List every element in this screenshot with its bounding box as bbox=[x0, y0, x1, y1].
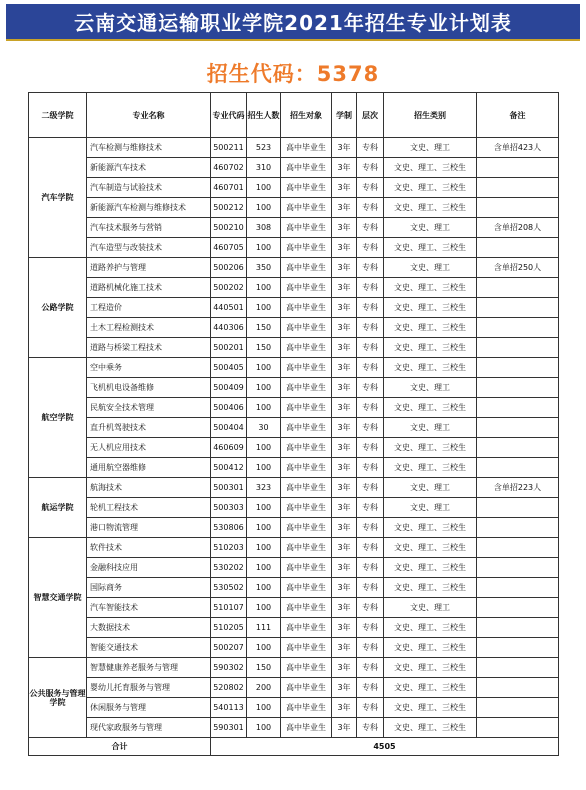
header-target: 招生对象 bbox=[281, 93, 332, 138]
quota: 100 bbox=[247, 378, 281, 398]
major-name: 汽车智能技术 bbox=[87, 598, 211, 618]
major-code: 500303 bbox=[211, 498, 247, 518]
major-name: 轮机工程技术 bbox=[87, 498, 211, 518]
level: 专科 bbox=[357, 138, 384, 158]
target: 高中毕业生 bbox=[281, 138, 332, 158]
duration: 3年 bbox=[332, 178, 357, 198]
total-row bbox=[29, 738, 559, 756]
category: 文史、理工、三校生 bbox=[384, 678, 477, 698]
level: 专科 bbox=[357, 158, 384, 178]
quota: 100 bbox=[247, 718, 281, 738]
target: 高中毕业生 bbox=[281, 318, 332, 338]
level: 专科 bbox=[357, 398, 384, 418]
college-name: 公共服务与管理学院 bbox=[29, 658, 87, 738]
table-row bbox=[29, 578, 559, 598]
quota: 111 bbox=[247, 618, 281, 638]
target: 高中毕业生 bbox=[281, 418, 332, 438]
major-code: 500206 bbox=[211, 258, 247, 278]
remark bbox=[477, 698, 559, 718]
major-code: 530202 bbox=[211, 558, 247, 578]
major-code: 590301 bbox=[211, 718, 247, 738]
category: 文史、理工、三校生 bbox=[384, 318, 477, 338]
major-name: 港口物流管理 bbox=[87, 518, 211, 538]
remark bbox=[477, 498, 559, 518]
remark bbox=[477, 598, 559, 618]
table-body bbox=[29, 138, 559, 738]
target: 高中毕业生 bbox=[281, 178, 332, 198]
major-code: 520802 bbox=[211, 678, 247, 698]
category: 文史、理工、三校生 bbox=[384, 698, 477, 718]
table-row bbox=[29, 438, 559, 458]
table-row bbox=[29, 518, 559, 538]
target: 高中毕业生 bbox=[281, 338, 332, 358]
table-row bbox=[29, 138, 559, 158]
major-name: 现代家政服务与管理 bbox=[87, 718, 211, 738]
target: 高中毕业生 bbox=[281, 558, 332, 578]
level: 专科 bbox=[357, 558, 384, 578]
target: 高中毕业生 bbox=[281, 258, 332, 278]
level: 专科 bbox=[357, 298, 384, 318]
duration: 3年 bbox=[332, 718, 357, 738]
level: 专科 bbox=[357, 618, 384, 638]
major-name: 汽车制造与试验技术 bbox=[87, 178, 211, 198]
quota: 100 bbox=[247, 538, 281, 558]
remark bbox=[477, 618, 559, 638]
quota: 100 bbox=[247, 298, 281, 318]
category: 文史、理工、三校生 bbox=[384, 518, 477, 538]
header-row bbox=[29, 93, 559, 138]
major-name: 国际商务 bbox=[87, 578, 211, 598]
quota: 323 bbox=[247, 478, 281, 498]
category: 文史、理工 bbox=[384, 418, 477, 438]
major-code: 460701 bbox=[211, 178, 247, 198]
major-code: 460609 bbox=[211, 438, 247, 458]
category: 文史、理工、三校生 bbox=[384, 238, 477, 258]
quota: 100 bbox=[247, 698, 281, 718]
duration: 3年 bbox=[332, 538, 357, 558]
table-row bbox=[29, 238, 559, 258]
major-name: 休闲服务与管理 bbox=[87, 698, 211, 718]
target: 高中毕业生 bbox=[281, 278, 332, 298]
quota: 100 bbox=[247, 558, 281, 578]
header-major: 专业名称 bbox=[87, 93, 211, 138]
total-value: 4505 bbox=[211, 738, 559, 756]
major-code: 500405 bbox=[211, 358, 247, 378]
quota: 100 bbox=[247, 518, 281, 538]
category: 文史、理工、三校生 bbox=[384, 618, 477, 638]
major-name: 通用航空器维修 bbox=[87, 458, 211, 478]
duration: 3年 bbox=[332, 238, 357, 258]
remark bbox=[477, 358, 559, 378]
major-code: 500212 bbox=[211, 198, 247, 218]
major-name: 智慧健康养老服务与管理 bbox=[87, 658, 211, 678]
duration: 3年 bbox=[332, 678, 357, 698]
category: 文史、理工、三校生 bbox=[384, 438, 477, 458]
target: 高中毕业生 bbox=[281, 638, 332, 658]
major-code: 460705 bbox=[211, 238, 247, 258]
category: 文史、理工、三校生 bbox=[384, 198, 477, 218]
category: 文史、理工、三校生 bbox=[384, 558, 477, 578]
duration: 3年 bbox=[332, 638, 357, 658]
major-name: 汽车检测与维修技术 bbox=[87, 138, 211, 158]
enroll-code: 招生代码：5378 bbox=[206, 62, 380, 86]
duration: 3年 bbox=[332, 258, 357, 278]
table-row bbox=[29, 258, 559, 278]
major-code: 590302 bbox=[211, 658, 247, 678]
remark bbox=[477, 518, 559, 538]
major-name: 新能源汽车检测与维修技术 bbox=[87, 198, 211, 218]
duration: 3年 bbox=[332, 278, 357, 298]
table-row bbox=[29, 538, 559, 558]
level: 专科 bbox=[357, 278, 384, 298]
table-row bbox=[29, 298, 559, 318]
remark: 含单招208人 bbox=[477, 218, 559, 238]
quota: 150 bbox=[247, 338, 281, 358]
major-name: 飞机机电设备维修 bbox=[87, 378, 211, 398]
level: 专科 bbox=[357, 538, 384, 558]
target: 高中毕业生 bbox=[281, 398, 332, 418]
table-row bbox=[29, 638, 559, 658]
duration: 3年 bbox=[332, 458, 357, 478]
remark bbox=[477, 178, 559, 198]
level: 专科 bbox=[357, 258, 384, 278]
duration: 3年 bbox=[332, 438, 357, 458]
level: 专科 bbox=[357, 378, 384, 398]
major-code: 500409 bbox=[211, 378, 247, 398]
major-code: 530806 bbox=[211, 518, 247, 538]
target: 高中毕业生 bbox=[281, 438, 332, 458]
major-code: 500202 bbox=[211, 278, 247, 298]
major-code: 440306 bbox=[211, 318, 247, 338]
level: 专科 bbox=[357, 678, 384, 698]
level: 专科 bbox=[357, 718, 384, 738]
major-name: 工程造价 bbox=[87, 298, 211, 318]
table-row bbox=[29, 498, 559, 518]
category: 文史、理工、三校生 bbox=[384, 338, 477, 358]
major-name: 金融科技应用 bbox=[87, 558, 211, 578]
remark bbox=[477, 378, 559, 398]
level: 专科 bbox=[357, 358, 384, 378]
table-row bbox=[29, 718, 559, 738]
target: 高中毕业生 bbox=[281, 198, 332, 218]
major-code: 540113 bbox=[211, 698, 247, 718]
table-row bbox=[29, 338, 559, 358]
target: 高中毕业生 bbox=[281, 578, 332, 598]
table-row bbox=[29, 278, 559, 298]
remark bbox=[477, 238, 559, 258]
target: 高中毕业生 bbox=[281, 698, 332, 718]
level: 专科 bbox=[357, 698, 384, 718]
quota: 100 bbox=[247, 598, 281, 618]
major-code: 530502 bbox=[211, 578, 247, 598]
quota: 523 bbox=[247, 138, 281, 158]
major-name: 智能交通技术 bbox=[87, 638, 211, 658]
category: 文史、理工、三校生 bbox=[384, 578, 477, 598]
college-name: 航空学院 bbox=[29, 358, 87, 478]
level: 专科 bbox=[357, 338, 384, 358]
remark bbox=[477, 318, 559, 338]
table-row bbox=[29, 378, 559, 398]
duration: 3年 bbox=[332, 358, 357, 378]
major-code: 500207 bbox=[211, 638, 247, 658]
quota: 100 bbox=[247, 438, 281, 458]
major-name: 无人机应用技术 bbox=[87, 438, 211, 458]
duration: 3年 bbox=[332, 338, 357, 358]
duration: 3年 bbox=[332, 618, 357, 638]
remark bbox=[477, 418, 559, 438]
table-row bbox=[29, 218, 559, 238]
header-category: 招生类别 bbox=[384, 93, 477, 138]
major-name: 道路机械化施工技术 bbox=[87, 278, 211, 298]
major-code: 500406 bbox=[211, 398, 247, 418]
major-code: 500404 bbox=[211, 418, 247, 438]
duration: 3年 bbox=[332, 418, 357, 438]
remark: 含单招423人 bbox=[477, 138, 559, 158]
duration: 3年 bbox=[332, 558, 357, 578]
duration: 3年 bbox=[332, 318, 357, 338]
level: 专科 bbox=[357, 638, 384, 658]
remark bbox=[477, 658, 559, 678]
duration: 3年 bbox=[332, 498, 357, 518]
major-name: 汽车技术服务与营销 bbox=[87, 218, 211, 238]
level: 专科 bbox=[357, 238, 384, 258]
remark bbox=[477, 338, 559, 358]
quota: 30 bbox=[247, 418, 281, 438]
category: 文史、理工、三校生 bbox=[384, 298, 477, 318]
quota: 100 bbox=[247, 498, 281, 518]
duration: 3年 bbox=[332, 658, 357, 678]
level: 专科 bbox=[357, 458, 384, 478]
category: 文史、理工、三校生 bbox=[384, 458, 477, 478]
target: 高中毕业生 bbox=[281, 658, 332, 678]
remark bbox=[477, 198, 559, 218]
target: 高中毕业生 bbox=[281, 218, 332, 238]
quota: 100 bbox=[247, 638, 281, 658]
quota: 100 bbox=[247, 278, 281, 298]
table-row bbox=[29, 678, 559, 698]
quota: 200 bbox=[247, 678, 281, 698]
level: 专科 bbox=[357, 658, 384, 678]
category: 文史、理工、三校生 bbox=[384, 398, 477, 418]
remark bbox=[477, 278, 559, 298]
college-name: 公路学院 bbox=[29, 258, 87, 358]
enrollment-table bbox=[28, 92, 559, 756]
major-name: 汽车造型与改装技术 bbox=[87, 238, 211, 258]
quota: 100 bbox=[247, 178, 281, 198]
major-code: 510205 bbox=[211, 618, 247, 638]
remark bbox=[477, 558, 559, 578]
quota: 100 bbox=[247, 398, 281, 418]
college-name: 智慧交通学院 bbox=[29, 538, 87, 658]
level: 专科 bbox=[357, 518, 384, 538]
header-quota: 招生人数 bbox=[247, 93, 281, 138]
table-row bbox=[29, 558, 559, 578]
major-name: 软件技术 bbox=[87, 538, 211, 558]
major-code: 510203 bbox=[211, 538, 247, 558]
category: 文史、理工 bbox=[384, 378, 477, 398]
level: 专科 bbox=[357, 598, 384, 618]
duration: 3年 bbox=[332, 518, 357, 538]
table-row bbox=[29, 618, 559, 638]
major-name: 土木工程检测技术 bbox=[87, 318, 211, 338]
major-code: 500201 bbox=[211, 338, 247, 358]
major-code: 510107 bbox=[211, 598, 247, 618]
quota: 100 bbox=[247, 358, 281, 378]
remark bbox=[477, 638, 559, 658]
header-duration: 学制 bbox=[332, 93, 357, 138]
college-name: 汽车学院 bbox=[29, 138, 87, 258]
table-row bbox=[29, 318, 559, 338]
remark bbox=[477, 678, 559, 698]
page-title: 云南交通运输职业学院2021年招生专业计划表 bbox=[74, 11, 512, 35]
target: 高中毕业生 bbox=[281, 498, 332, 518]
category: 文史、理工、三校生 bbox=[384, 178, 477, 198]
major-name: 大数据技术 bbox=[87, 618, 211, 638]
major-name: 道路与桥梁工程技术 bbox=[87, 338, 211, 358]
major-code: 500301 bbox=[211, 478, 247, 498]
major-code: 500211 bbox=[211, 138, 247, 158]
table-row bbox=[29, 178, 559, 198]
level: 专科 bbox=[357, 478, 384, 498]
major-name: 婴幼儿托育服务与管理 bbox=[87, 678, 211, 698]
remark bbox=[477, 578, 559, 598]
level: 专科 bbox=[357, 218, 384, 238]
target: 高中毕业生 bbox=[281, 678, 332, 698]
level: 专科 bbox=[357, 318, 384, 338]
quota: 310 bbox=[247, 158, 281, 178]
header-level: 层次 bbox=[357, 93, 384, 138]
duration: 3年 bbox=[332, 198, 357, 218]
level: 专科 bbox=[357, 498, 384, 518]
target: 高中毕业生 bbox=[281, 538, 332, 558]
quota: 350 bbox=[247, 258, 281, 278]
table-row bbox=[29, 158, 559, 178]
major-code: 440501 bbox=[211, 298, 247, 318]
header-remark: 备注 bbox=[477, 93, 559, 138]
category: 文史、理工 bbox=[384, 138, 477, 158]
duration: 3年 bbox=[332, 298, 357, 318]
category: 文史、理工 bbox=[384, 498, 477, 518]
major-name: 道路养护与管理 bbox=[87, 258, 211, 278]
table-row bbox=[29, 658, 559, 678]
category: 文史、理工、三校生 bbox=[384, 278, 477, 298]
header-code: 专业代码 bbox=[211, 93, 247, 138]
major-code: 500210 bbox=[211, 218, 247, 238]
target: 高中毕业生 bbox=[281, 598, 332, 618]
duration: 3年 bbox=[332, 698, 357, 718]
level: 专科 bbox=[357, 178, 384, 198]
major-name: 航海技术 bbox=[87, 478, 211, 498]
major-name: 民航安全技术管理 bbox=[87, 398, 211, 418]
duration: 3年 bbox=[332, 138, 357, 158]
table-row bbox=[29, 418, 559, 438]
header-college: 二级学院 bbox=[29, 93, 87, 138]
remark bbox=[477, 398, 559, 418]
quota: 150 bbox=[247, 318, 281, 338]
target: 高中毕业生 bbox=[281, 238, 332, 258]
major-name: 新能源汽车技术 bbox=[87, 158, 211, 178]
quota: 100 bbox=[247, 458, 281, 478]
quota: 100 bbox=[247, 238, 281, 258]
category: 文史、理工、三校生 bbox=[384, 718, 477, 738]
category: 文史、理工、三校生 bbox=[384, 658, 477, 678]
remark: 含单招223人 bbox=[477, 478, 559, 498]
target: 高中毕业生 bbox=[281, 718, 332, 738]
table-row bbox=[29, 458, 559, 478]
remark bbox=[477, 298, 559, 318]
major-name: 直升机驾驶技术 bbox=[87, 418, 211, 438]
category: 文史、理工、三校生 bbox=[384, 638, 477, 658]
duration: 3年 bbox=[332, 378, 357, 398]
table-row bbox=[29, 598, 559, 618]
major-code: 460702 bbox=[211, 158, 247, 178]
table-row bbox=[29, 358, 559, 378]
table-row bbox=[29, 398, 559, 418]
table-row bbox=[29, 478, 559, 498]
remark: 含单招250人 bbox=[477, 258, 559, 278]
target: 高中毕业生 bbox=[281, 158, 332, 178]
target: 高中毕业生 bbox=[281, 358, 332, 378]
total-label: 合计 bbox=[29, 738, 211, 756]
remark bbox=[477, 158, 559, 178]
remark bbox=[477, 718, 559, 738]
major-code: 500412 bbox=[211, 458, 247, 478]
quota: 308 bbox=[247, 218, 281, 238]
table-row bbox=[29, 698, 559, 718]
category: 文史、理工、三校生 bbox=[384, 158, 477, 178]
quota: 100 bbox=[247, 578, 281, 598]
remark bbox=[477, 458, 559, 478]
duration: 3年 bbox=[332, 218, 357, 238]
level: 专科 bbox=[357, 198, 384, 218]
target: 高中毕业生 bbox=[281, 478, 332, 498]
remark bbox=[477, 438, 559, 458]
duration: 3年 bbox=[332, 158, 357, 178]
target: 高中毕业生 bbox=[281, 518, 332, 538]
quota: 100 bbox=[247, 198, 281, 218]
category: 文史、理工 bbox=[384, 478, 477, 498]
remark bbox=[477, 538, 559, 558]
level: 专科 bbox=[357, 438, 384, 458]
table-row bbox=[29, 198, 559, 218]
category: 文史、理工、三校生 bbox=[384, 538, 477, 558]
category: 文史、理工 bbox=[384, 218, 477, 238]
target: 高中毕业生 bbox=[281, 378, 332, 398]
major-name: 空中乘务 bbox=[87, 358, 211, 378]
duration: 3年 bbox=[332, 398, 357, 418]
category: 文史、理工 bbox=[384, 598, 477, 618]
target: 高中毕业生 bbox=[281, 618, 332, 638]
duration: 3年 bbox=[332, 478, 357, 498]
duration: 3年 bbox=[332, 578, 357, 598]
quota: 150 bbox=[247, 658, 281, 678]
level: 专科 bbox=[357, 418, 384, 438]
level: 专科 bbox=[357, 578, 384, 598]
duration: 3年 bbox=[332, 598, 357, 618]
target: 高中毕业生 bbox=[281, 458, 332, 478]
college-name: 航运学院 bbox=[29, 478, 87, 538]
category: 文史、理工、三校生 bbox=[384, 358, 477, 378]
category: 文史、理工 bbox=[384, 258, 477, 278]
title-banner bbox=[6, 4, 580, 41]
target: 高中毕业生 bbox=[281, 298, 332, 318]
